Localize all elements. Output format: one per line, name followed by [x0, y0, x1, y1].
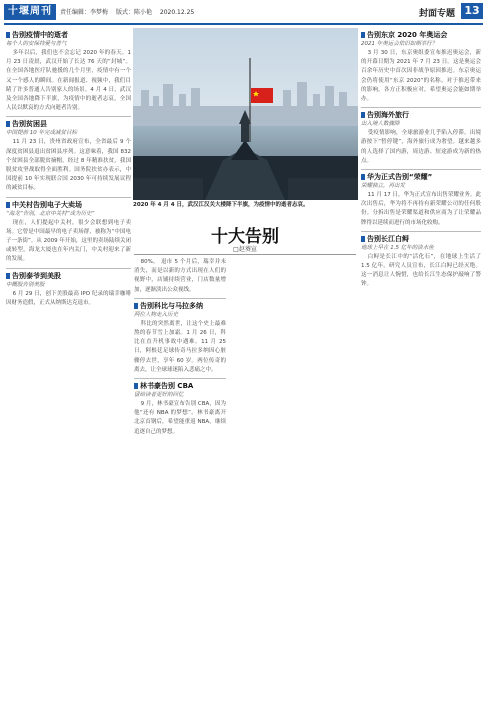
article — [134, 381, 226, 437]
divider — [134, 378, 226, 379]
article-title: 华为正式告别“荣耀” — [361, 172, 481, 182]
layout-credit: 版式：陈小艳 — [115, 9, 152, 16]
article-subtitle: “海龙”告别，北京中关村“成为历史” — [6, 210, 95, 217]
article-subtitle: 地球上早在 1.5 亿年的淡水鱼 — [361, 244, 434, 251]
article-title: 告别东京 2020 年奥运会 — [361, 30, 481, 40]
article-subtitle: 出入境人数骤降 — [361, 121, 400, 128]
article-body: 现在，人们提起中关村，很少会联想到电子卖场。它曾是中国最早的电子卖场群，被称为“中国电子一条街”。从 2009 年开始，这里的卖场陆续关闭或转型，海龙大厦也在年内关门，中关村迎来了新的发展。 — [6, 219, 131, 263]
article — [134, 258, 226, 295]
main-title: 十大告别 — [211, 227, 279, 247]
byline: □赵葵宣 — [233, 246, 257, 253]
hero-photo — [133, 28, 358, 200]
article-body: 80%。 退市 5 个月后，瑞幸并未消失，而是以新的方式出现在人们的视野中，店铺持续营业，门店数量增加，逐渐淡出公众视线。 — [134, 259, 226, 293]
article-body: 3 月 30 日，东京奥组委宣布推迟奥运会，新的开幕日期为 2021 年 7 月 23 日。这是奥运会百余年历史中首次因非战争原因推迟。东京奥运会仍将使用“东京 2020”的名称。对于推迟带来的影响，各方正积极应对，希望奥运会能如期举办。 — [361, 50, 481, 103]
divider — [6, 268, 131, 269]
article-body: 科比的突然离世，让这个史上最难熬的春节雪上加霜。1 月 26 日，科比在直升机事故中遇难。11 月 25 日，阿根廷足球传奇马拉多纳因心脏骤停去世，享年 60 岁。两位传奇的离去，让全球球迷陷入悲痛之中。 — [134, 320, 226, 373]
article-title: 告别海外旅行 — [361, 110, 481, 120]
article-title: 告别贫困县 — [6, 119, 131, 129]
article-subtitle: 中国提前 10 年完成减贫目标 — [6, 130, 77, 137]
page-header — [0, 0, 487, 22]
divider — [6, 197, 131, 198]
article-body: 受疫情影响，全球旅游业几乎陷入停滞。出境游按下“暂停键”，海外旅行成为奢望。越来越多的人选择了国内游，周边游、短途游成为新的热点。 — [361, 130, 481, 164]
article-body: 多年以后，我们也不会忘记 2020 年的春天。1 月 23 日凌晨，武汉开始了长达 76 天的“封城”。在全国各地医疗队驰援的几个月里，疫情中有一个又一个感人的瞬间。在新闻报道、视频中，我们目睹了许多普通人告别家人的场景。4 月 4 日，武汉及全国各地降下半旗，为疫情中的逝者志哀，全国人民以默哀的方式向逝者告别。 — [6, 50, 131, 112]
divider — [6, 116, 131, 117]
article — [6, 119, 131, 193]
article-subtitle: 留给读者更好的回忆 — [134, 392, 184, 399]
article-body: 9 月，林书豪宣布告别 CBA，因为他“还有 NBA 的梦想”。林书豪离开北京首钢后，希望能重返 NBA，继续追逐自己的梦想。 — [134, 401, 226, 435]
article — [361, 110, 481, 166]
article-title: 告别泰爷到美股 — [6, 271, 131, 281]
article-subtitle: 2021 年奥运会依旧如期举行？ — [361, 41, 438, 47]
page-number: 13 — [461, 3, 483, 19]
brand-logo: 十堰周刊 — [4, 4, 56, 20]
article — [6, 30, 131, 113]
article — [361, 234, 481, 290]
article-body: 白鲟是长江中的“活化石”，在地球上生活了 1.5 亿年。研究人员宣布，长江白鲟已经灭绝。这一消息让人惋惜，也给长江生态保护敲响了警钟。 — [361, 253, 481, 288]
article-title: 告别疫情中的逝者 — [6, 30, 131, 40]
article — [6, 271, 131, 308]
left-column — [6, 28, 131, 311]
section-title: 封面专题 — [418, 9, 455, 19]
article — [361, 30, 481, 104]
header-rule — [4, 23, 483, 25]
photo-caption: 2020 年 4 月 4 日，武汉江汉关大楼降下半旗，为疫情中的逝者志哀。 — [133, 202, 309, 208]
article-subtitle: 中概股告别美股 — [6, 281, 45, 288]
middle-column — [134, 258, 226, 440]
title-rule — [134, 254, 356, 255]
article-subtitle: 每个人的安保持爱与善气 — [6, 41, 67, 47]
article-subtitle: 荣耀独立，再出发 — [361, 183, 406, 190]
article-subtitle: 两位人物走入历史 — [134, 311, 179, 318]
article-body: 11 月 17 日，华为正式宣布出售荣耀业务。此次出售后，华为将不再持有新荣耀公司的任何股份。分拆出售是荣耀渠道和供应商为了让荣耀品牌得以延续而进行的市场化收购。 — [361, 192, 481, 226]
issue-date: 2020.12.25 — [159, 9, 195, 16]
article — [134, 301, 226, 375]
article-title: 告别长江白鲟 — [361, 234, 481, 244]
divider — [361, 231, 481, 232]
editor-credit: 责任编辑：李梦梅 — [60, 9, 109, 16]
divider — [134, 298, 226, 299]
right-column — [361, 28, 481, 293]
article-title: 林书豪告别 CBA — [134, 381, 226, 391]
divider — [361, 107, 481, 108]
article — [361, 172, 481, 228]
article-body: 6 月 29 日，创下美股最高 IPO 纪录的瑞幸咖啡因财务造假，正式从纳斯达克退市。 — [6, 290, 131, 306]
divider — [361, 169, 481, 170]
article-title: 中关村告别电子大卖场 — [6, 200, 131, 210]
header-meta — [60, 7, 200, 16]
article-body: 11 月 23 日，贵州省政府宣布，全省最后 9 个深度贫困县退出贫困县序列。这意味着，我国 832 个贫困县全部脱贫摘帽。经过 8 年精准扶贫，我国脱贫攻坚战取得全面胜利。国务院扶贫办表示，中国提前 10 年实现联合国 2030 年可持续发展议程的减贫目标。 — [6, 139, 131, 192]
article — [6, 200, 131, 265]
article-title: 告别科比与马拉多纳 — [134, 301, 226, 311]
